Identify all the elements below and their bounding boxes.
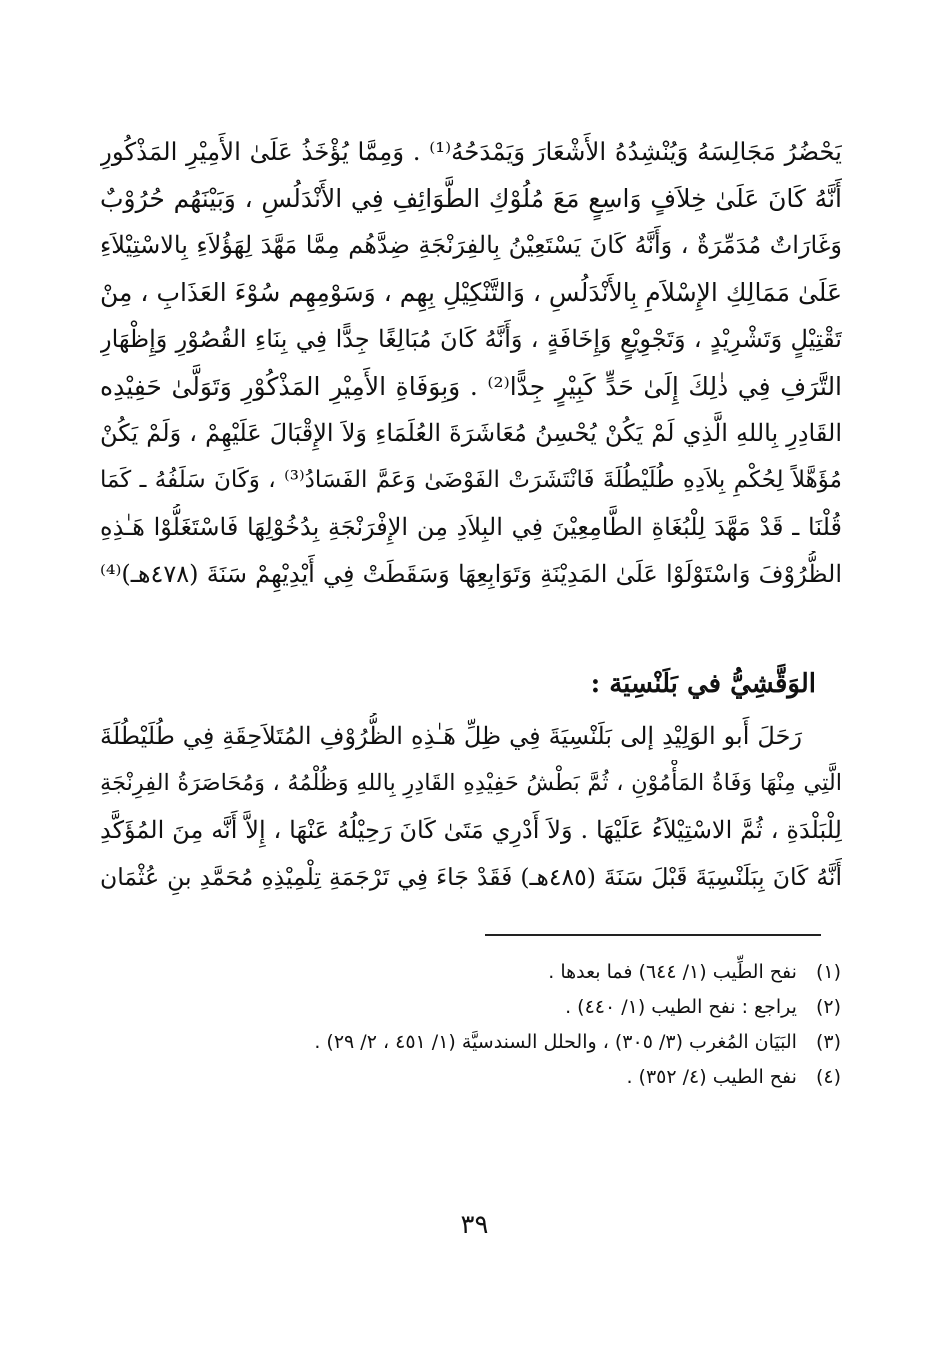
text-line: الَّتِي مِنْهَا وَفَاةُ المَأْمُوْنِ ، ثُمَّ بَطْشُ حَفِيْدِهِ القَادِرِ بِاللهِ وَظُلْمُهُ ، وَمُحَاصَرَةُ الفِرِنْجَةِ (100, 770, 842, 796)
footnote-item (241, 955, 841, 990)
text-line: تَقْتِيْلٍ وَتَشْرِيْدٍ ، وَتَجْوِيْعٍ وَإِخَافَةٍ ، وَأَنَّهُ كَانَ مُبَالِغًا جِدًّا فِي بِنَاءِ القُصُوْرِ وَإِظْهَارِ (100, 325, 842, 353)
text-line: أَنَّهُ كَانَ بِبَلَنْسِيَةَ قَبْلَ سَنَةَ (٤٨٥هـ) فَقَدْ جَاءَ فِي تَرْجَمَةِ تِلْمِيْذِهِ مُحَمَّدِ بنِ عُثْمَان (100, 863, 842, 891)
footnote-number: (١) (815, 961, 841, 983)
footnote-number: (٤) (815, 1066, 841, 1088)
text-line: القَادِرِ بِاللهِ الَّذِي لَمْ يَكُنْ يُحْسِنُ مُعَاشَرَةَ العُلَمَاءِ وَلاَ الإِقْبَالَ عَلَيْهِمْ ، وَلَمْ يَكُنْ (100, 419, 842, 447)
second-paragraph (100, 713, 842, 901)
footnote-text: نفح الطِّيب (١/ ٦٤٤) فما بعدها . (548, 961, 797, 983)
text-line: قُلْنَا ـ قَدْ مَهَّدَ لِلْبُغَاةِ الطَّامِعِيْنَ فِي البِلاَدِ مِن الإِفْرَنْجَةِ بِدُخُوْلِهَا فَاسْتَغَلُّوْا هَـٰذِهِ (100, 513, 842, 541)
footnote-item (241, 1060, 841, 1095)
footnote-separator (485, 934, 821, 936)
footnotes (241, 955, 841, 1095)
text-line: رَحَلَ أَبو الوَلِيْدِ إلى بَلَنْسِيَةَ فِي ظِلِّ هَـٰذِهِ الظُّرُوْفِ المُتَلاَحِقَةِ فِي طُلَيْطُلَةَ (100, 722, 802, 750)
text-line: الظُّرُوْفَ وَاسْتَوْلَوْا عَلَىٰ المَدِيْنَةِ وَتَوَابِعِهَا وَسَقَطَتْ فِي أَيْدِيْهِمْ سَنَةَ (٤٧٨هـ)⁽⁴⁾ (100, 560, 842, 588)
footnote-number: (٢) (815, 996, 841, 1018)
footnote-number: (٣) (815, 1031, 841, 1053)
footnote-item (241, 1025, 841, 1060)
text-line: التَّرَفِ فِي ذٰلِكَ إِلَىٰ حَدٍّ كَبِيْرٍ جِدًّا⁽²⁾ . وَبِوَفَاةِ الأَمِيْرِ المَذْكُوْرِ وَتَوَلَّىٰ حَفِيْدِه (100, 372, 842, 401)
text-line: عَلَىٰ مَمَالِكِ الإِسْلاَمِ بِالأَنْدَلُسِ ، وَالتَّنْكِيْلِ بِهِم ، وَسَوْمِهِم سُوْءَ العَذَابِ ، مِنْ (100, 278, 842, 307)
footnote-text: البَيَان المُغرب (٣/ ٣٠٥) ، والحلل السندسيَّة (١/ ٤٥١ ، ٢/ ٢٩) . (314, 1031, 797, 1053)
footnote-item (241, 990, 841, 1025)
text-line: مُؤَهَّلاً لِحُكْمِ بِلاَدِهِ طُلَيْطُلَةَ فَانْتَشَرَتْ الفَوْضَىٰ وَعَمَّ الفَسَادُ⁽³⁾ ، وَكَانَ سَلَفُهُ ـ كَمَا (100, 467, 842, 493)
text-line: يَحْضُرُ مَجَالِسَهُ وَيُنْشِدُهُ الأَشْعَارَ وَيَمْدَحُهُ⁽¹⁾ . وَمِمَّا يُؤْخَذُ عَلَىٰ الأَمِيْرِ المَذْكُورِ (100, 137, 842, 166)
footnote-text: نفح الطيب (٤/ ٣٥٢) . (626, 1066, 797, 1088)
page-number: ٣٩ (460, 1210, 489, 1240)
text-line: أَنَّهُ كَانَ عَلَىٰ خِلاَفٍ وَاسِعٍ مَعَ مُلُوْكِ الطَّوَائِفِ فِي الأَنْدَلُسِ ، وَبَيْنَهُم حُرُوْبٌ (100, 184, 842, 213)
text-line: لِلْبَلْدَةِ ، ثُمَّ الاسْتِيْلاَءُ عَلَيْهَا . وَلاَ أَدْرِي مَتَىٰ كَانَ رَحِيْلُهُ عَنْهَا ، إِلاَّ أَنَّه مِنَ المُؤَكَّدِ (100, 816, 842, 844)
main-paragraph (100, 128, 842, 598)
footnote-text: يراجع : نفح الطيب (١/ ٤٤٠) . (565, 996, 797, 1018)
text-line: وَغَارَاتٌ مُدَمِّرَةٌ ، وَأَنَّهُ كَانَ يَسْتَعِيْنُ بِالفِرَنْجَةِ ضِدَّهُم مِمَّا مَهَّدَ لِهَؤُلاَءِ بِالاسْتِيْلاَءِ (100, 231, 842, 259)
section-heading: الوَقَّشِيُّ في بَلَنْسِيَة : (590, 669, 816, 699)
